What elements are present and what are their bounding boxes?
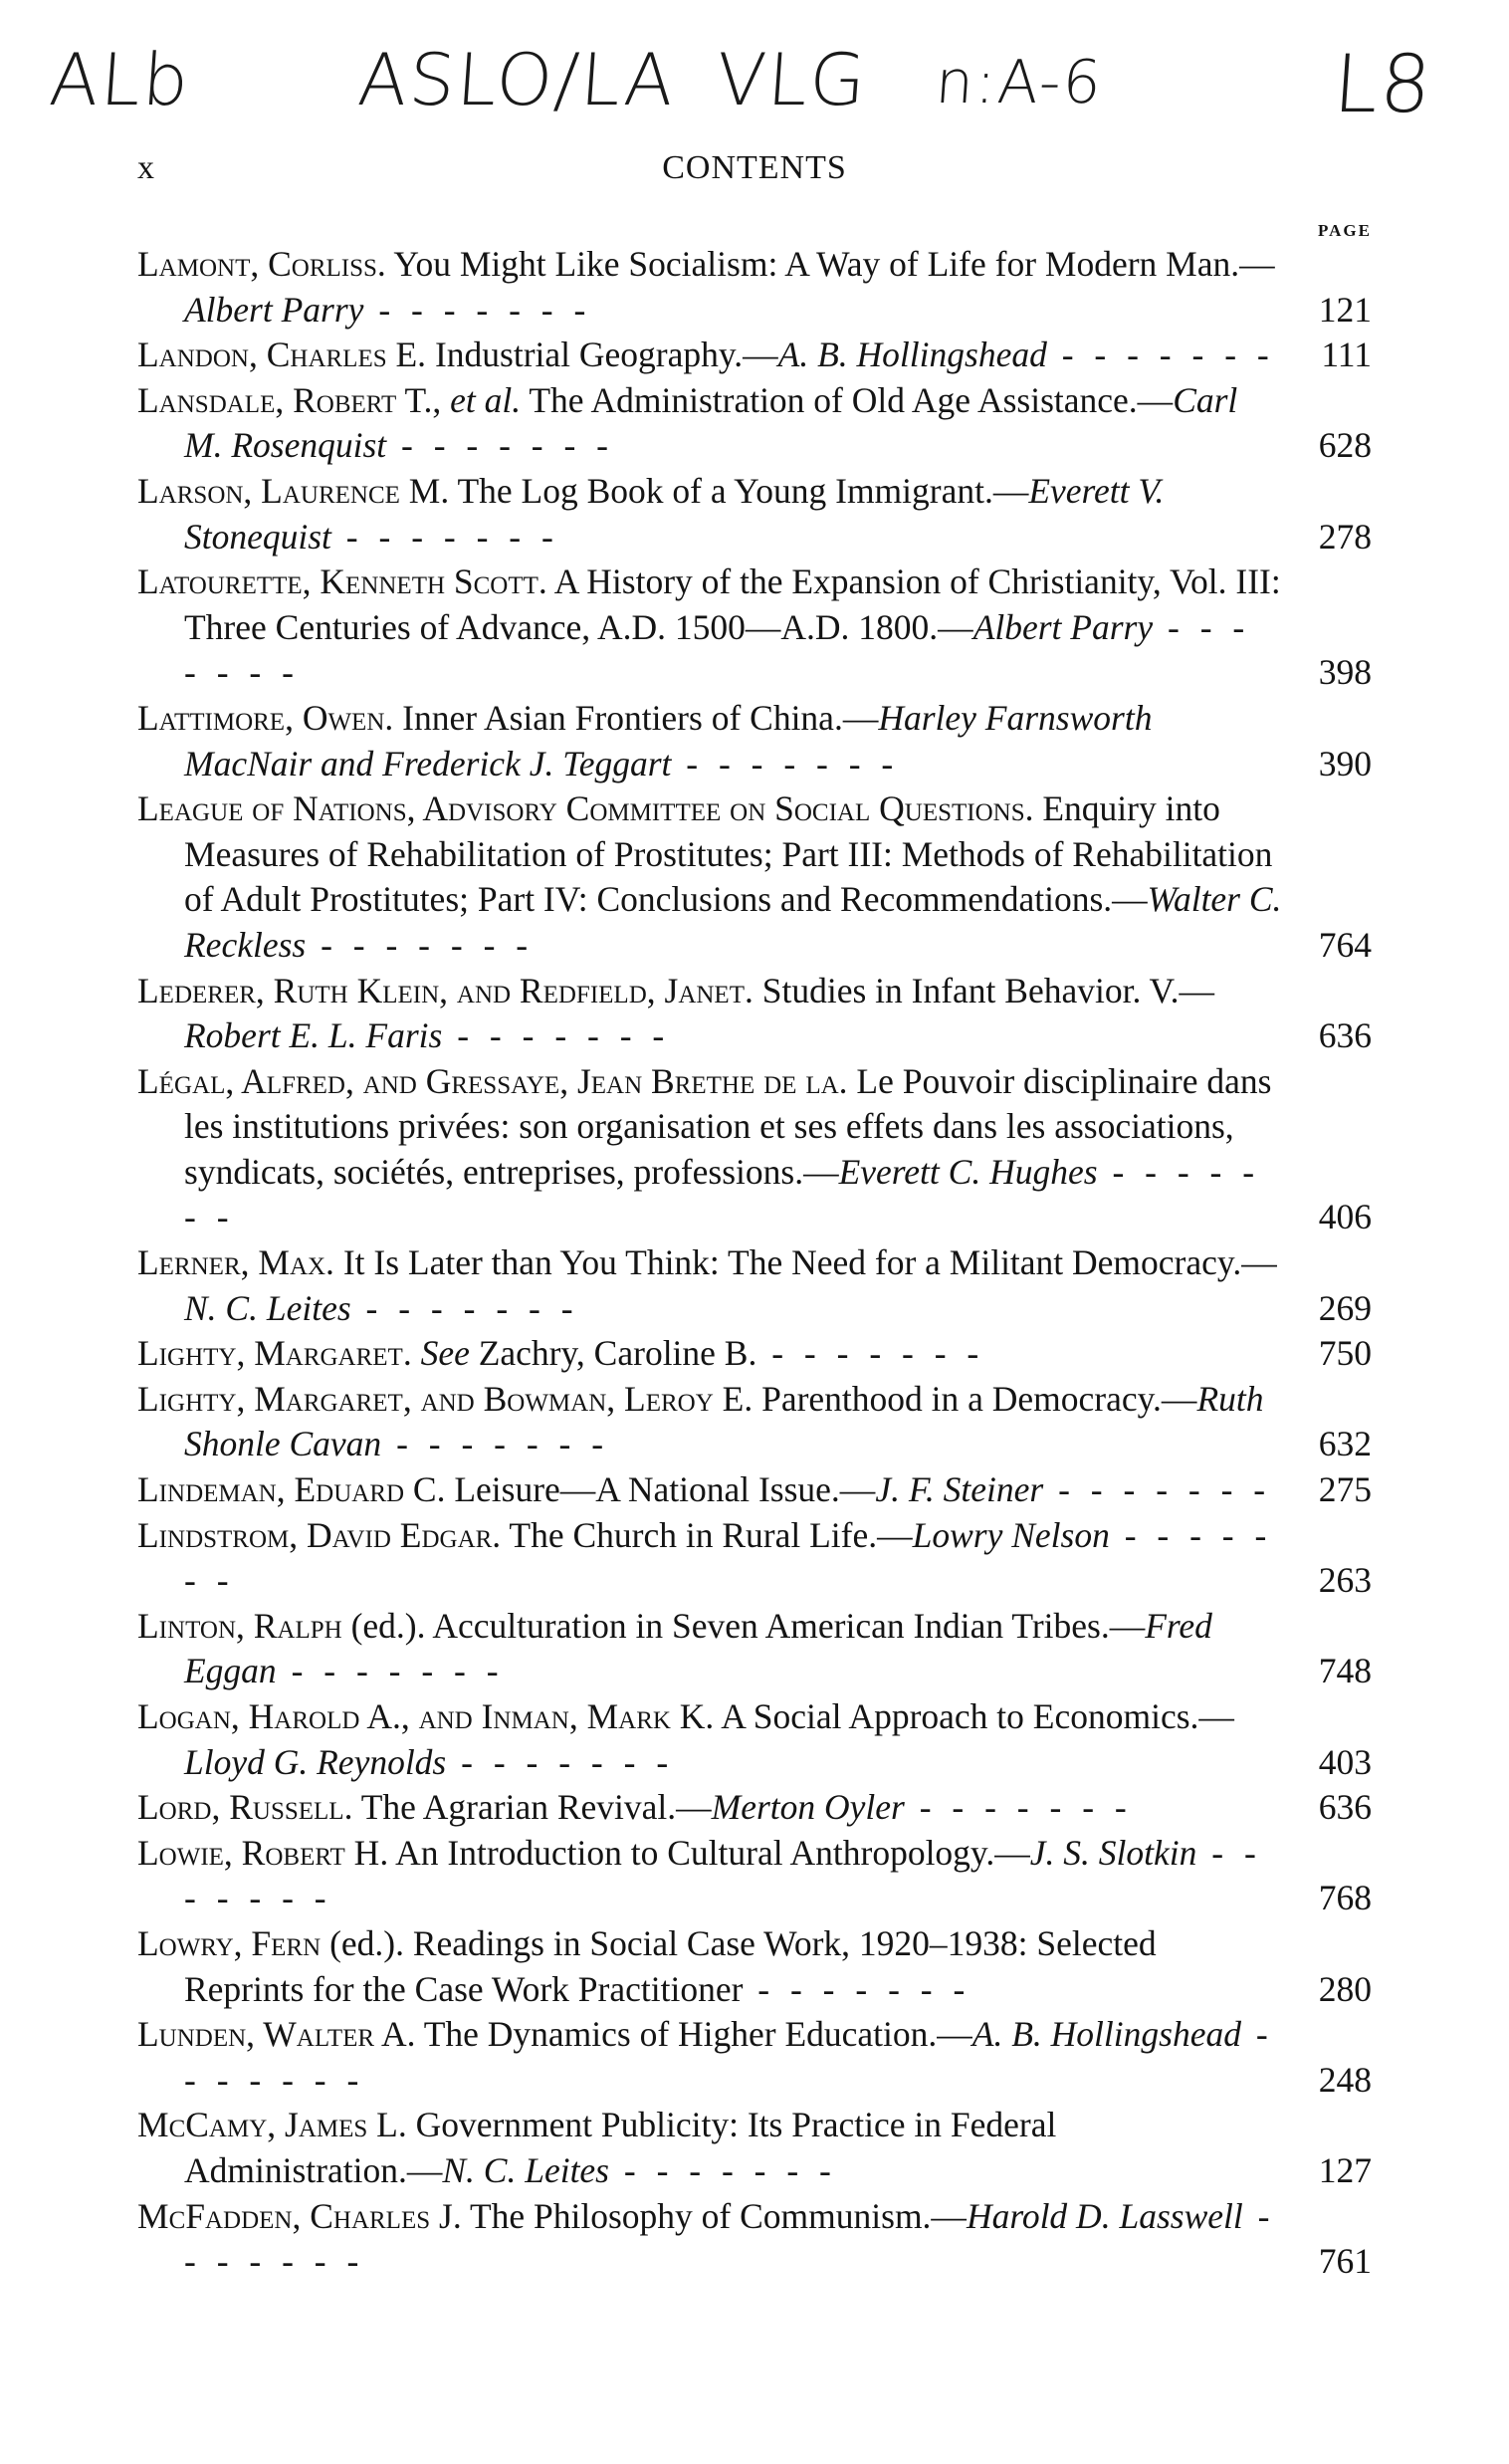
contents-entry	[137, 1604, 1372, 1694]
entry-title: Industrial Geography.—	[434, 335, 778, 375]
dot-leader: - - - - - - -	[756, 1333, 985, 1374]
dot-leader: - - - - - - -	[330, 516, 559, 557]
entry-title: You Might Like Socialism: A Way of Life for Modern Man.—	[393, 244, 1275, 284]
entry-author: Lattimore, Owen.	[137, 697, 394, 738]
dot-leader: - - - - - - -	[184, 1832, 1262, 1918]
entry-page-number: 636	[1318, 1015, 1372, 1056]
entry-title: Government Publicity: Its Practice in Federal Administration.—	[184, 2105, 1057, 2190]
entry-title: An Introduction to Cultural Anthropology.—	[395, 1832, 1030, 1873]
page-number: x	[137, 149, 154, 186]
contents-entry	[137, 560, 1372, 696]
entry-reviewer: Harley Farnsworth MacNair and Frederick J. Teggart	[184, 697, 1153, 784]
contents-entry	[137, 1694, 1372, 1785]
entry-title: A History of the Expansion of Christianity, Vol. III: Three Centuries of Advance, A.D. 1500—A.D. 1800.—	[184, 561, 1281, 647]
contents-entry	[137, 469, 1372, 560]
entry-page-number: 748	[1318, 1651, 1372, 1691]
entry-author: Lunden, Walter A.	[137, 2014, 416, 2055]
contents-entry	[137, 1831, 1372, 1921]
entry-author: Lord, Russell.	[137, 1787, 353, 1828]
entry-title: A Social Approach to Economics.—	[721, 1696, 1234, 1736]
entry-title: Parenthood in a Democracy.—	[761, 1378, 1197, 1419]
dot-leader: - - - - - - -	[386, 425, 615, 466]
entry-reviewer: J. F. Steiner	[875, 1469, 1044, 1510]
contents-entry	[137, 2194, 1372, 2285]
entry-reviewer: N. C. Leites	[442, 2149, 609, 2190]
entry-author: Linton, Ralph	[137, 1605, 342, 1646]
page-header	[137, 149, 1372, 199]
dot-leader: - - - - - - -	[442, 1015, 671, 1056]
handwritten-mark: ALb	[47, 38, 194, 121]
entry-title: Zachry, Caroline B.	[478, 1333, 757, 1374]
contents-entry	[137, 1331, 1372, 1377]
entry-author: Landon, Charles E.	[137, 335, 427, 375]
handwritten-annotation	[40, 18, 1469, 130]
dot-leader: - - - - - - -	[446, 1741, 675, 1782]
entry-reviewer: Robert E. L. Faris	[184, 1015, 443, 1056]
entry-author: League of Nations, Advisory Committee on Social Questions.	[137, 788, 1034, 829]
entry-author: Larson, Laurence M.	[137, 470, 450, 511]
entry-author: Lowry, Fern	[137, 1922, 322, 1963]
dot-leader: - - - - - - -	[184, 606, 1251, 693]
entry-page-number: 263	[1318, 1560, 1372, 1601]
running-head: CONTENTS	[662, 149, 847, 186]
contents-entry	[137, 969, 1372, 1059]
dot-leader: - - - - - - -	[363, 289, 592, 330]
entry-title: The Dynamics of Higher Education.—	[423, 2014, 972, 2055]
entry-page-number: 280	[1318, 1968, 1372, 2009]
entry-reviewer: Albert Parry	[972, 606, 1154, 647]
entry-reviewer: Everett V. Stonequist	[184, 470, 1165, 557]
entry-author: Lindstrom, David Edgar.	[137, 1514, 502, 1555]
entry-page-number: 248	[1318, 2059, 1372, 2100]
entry-title: The Agrarian Revival.—	[360, 1787, 712, 1828]
dot-leader: - - - - - - -	[381, 1424, 610, 1464]
dot-leader: - - - - - - -	[276, 1651, 505, 1691]
contents-entry	[137, 2012, 1372, 2103]
contents-entry	[137, 378, 1372, 469]
handwritten-mark: L8	[1330, 38, 1436, 130]
dot-leader: - - - - - - -	[350, 1287, 579, 1328]
entry-title: The Administration of Old Age Assistance.—	[529, 379, 1174, 420]
entry-author: Lighty, Margaret.	[137, 1333, 412, 1374]
dot-leader: - - - - - - -	[184, 2014, 1274, 2100]
entry-page-number: 269	[1318, 1287, 1372, 1328]
entry-author: Lighty, Margaret, and Bowman, Leroy E.	[137, 1378, 754, 1419]
entry-page-number: 278	[1318, 516, 1372, 557]
entry-author: Lansdale, Robert T.,	[137, 379, 442, 420]
entry-page-number: 632	[1318, 1424, 1372, 1464]
entry-title: Enquiry into Measures of Rehabilitation of Prostitutes; Part III: Methods of Rehabilitation of Adult Prostitutes; Part IV: Conclusions and Recommendations.—	[184, 788, 1273, 920]
entry-reviewer: Everett C. Hughes	[838, 1151, 1098, 1192]
entry-author: Lowie, Robert H.	[137, 1832, 389, 1873]
handwritten-mark: ASLO/LA	[355, 38, 679, 121]
dot-leader: - - - - - - -	[904, 1787, 1133, 1828]
dot-leader: - - - - - - -	[184, 1151, 1261, 1237]
entry-title: (ed.). Acculturation in Seven American Indian Tribes.—	[350, 1605, 1146, 1646]
entry-page-number: 398	[1318, 652, 1372, 693]
contents-entry	[137, 696, 1372, 786]
entry-italic-note: et al.	[450, 379, 522, 420]
entry-page-number: 275	[1318, 1469, 1372, 1510]
entry-page-number: 750	[1318, 1333, 1372, 1374]
entry-page-number: 768	[1318, 1878, 1372, 1918]
contents-list	[137, 242, 1372, 2285]
contents-entry	[137, 1240, 1372, 1331]
entry-author: McCamy, James L.	[137, 2105, 407, 2145]
entry-reviewer: Fred Eggan	[184, 1605, 1212, 1691]
entry-page-number: 636	[1318, 1787, 1372, 1828]
contents-entry	[137, 786, 1372, 968]
contents-entry	[137, 242, 1372, 333]
dot-leader: - - - - - - -	[1046, 335, 1275, 375]
entry-reviewer: N. C. Leites	[184, 1287, 351, 1328]
handwritten-mark: VLG	[714, 38, 871, 121]
entry-author: McFadden, Charles J.	[137, 2195, 462, 2236]
entry-reviewer: Lowry Nelson	[912, 1514, 1110, 1555]
entry-title: The Philosophy of Communism.—	[469, 2195, 967, 2236]
entry-page-number: 111	[1321, 335, 1372, 375]
entry-page-number: 406	[1318, 1197, 1372, 1237]
entry-reviewer: Lloyd G. Reynolds	[184, 1741, 447, 1782]
contents-entry	[137, 1377, 1372, 1467]
contents-entry	[137, 2103, 1372, 2193]
entry-italic-note: See	[420, 1333, 470, 1374]
entry-author: Lindeman, Eduard C.	[137, 1469, 446, 1510]
dot-leader: - - - - - - -	[671, 743, 900, 784]
dot-leader: - - - - - - -	[1043, 1469, 1272, 1510]
entry-title: Studies in Infant Behavior. V.—	[761, 970, 1214, 1010]
entry-author: Lamont, Corliss.	[137, 244, 386, 284]
entry-title: It Is Later than You Think: The Need for a Militant Democracy.—	[342, 1242, 1277, 1283]
entry-page-number: 764	[1318, 924, 1372, 965]
entry-title: (ed.). Readings in Social Case Work, 1920–1938: Selected Reprints for the Case Work Practitioner	[184, 1922, 1157, 2009]
entry-reviewer: Harold D. Lasswell	[966, 2195, 1243, 2236]
contents-entry	[137, 1921, 1372, 2012]
entry-author: Lerner, Max.	[137, 1242, 334, 1283]
entry-title: Le Pouvoir disciplinaire dans les institutions privées: son organisation et ses effets dans les associations, syndicats, sociétés, entreprises, professions.—	[184, 1060, 1272, 1192]
contents-entry	[137, 1513, 1372, 1604]
handwritten-mark: n:A-6	[933, 48, 1106, 117]
entry-title: The Log Book of a Young Immigrant.—	[457, 470, 1029, 511]
entry-page-number: 390	[1318, 743, 1372, 784]
entry-reviewer: Walter C. Reckless	[184, 879, 1282, 965]
entry-page-number: 403	[1318, 1741, 1372, 1782]
entry-reviewer: A. B. Hollingshead	[777, 335, 1047, 375]
dot-leader: - - - - - - -	[743, 1968, 971, 2009]
entry-author: Latourette, Kenneth Scott.	[137, 561, 547, 602]
dot-leader: - - - - - - -	[306, 924, 535, 965]
entry-reviewer: A. B. Hollingshead	[971, 2014, 1241, 2055]
contents-entry	[137, 333, 1372, 378]
entry-page-number: 127	[1318, 2149, 1372, 2190]
entry-page-number: 761	[1318, 2241, 1372, 2282]
dot-leader: - - - - - - -	[184, 1514, 1273, 1601]
entry-reviewer: Carl M. Rosenquist	[184, 379, 1238, 466]
entry-title: Leisure—A National Issue.—	[454, 1469, 876, 1510]
contents-entry	[137, 1467, 1372, 1513]
entry-page-number: 121	[1318, 289, 1372, 330]
dot-leader: - - - - - - -	[184, 2195, 1276, 2282]
entry-title: Inner Asian Frontiers of China.—	[402, 697, 879, 738]
dot-leader: - - - - - - -	[609, 2149, 837, 2190]
entry-author: Légal, Alfred, and Gressaye, Jean Brethe de la.	[137, 1060, 848, 1101]
contents-entry	[137, 1785, 1372, 1831]
contents-entry	[137, 1059, 1372, 1240]
entry-title: The Church in Rural Life.—	[509, 1514, 913, 1555]
entry-reviewer: Merton Oyler	[711, 1787, 905, 1828]
page-column-label: PAGE	[1318, 221, 1372, 240]
entry-author: Lederer, Ruth Klein, and Redfield, Janet.	[137, 970, 754, 1010]
entry-reviewer: Ruth Shonle Cavan	[184, 1378, 1264, 1464]
entry-page-number: 628	[1318, 425, 1372, 466]
entry-author: Logan, Harold A., and Inman, Mark K.	[137, 1696, 715, 1736]
entry-reviewer: J. S. Slotkin	[1029, 1832, 1197, 1873]
entry-reviewer: Albert Parry	[184, 289, 364, 330]
